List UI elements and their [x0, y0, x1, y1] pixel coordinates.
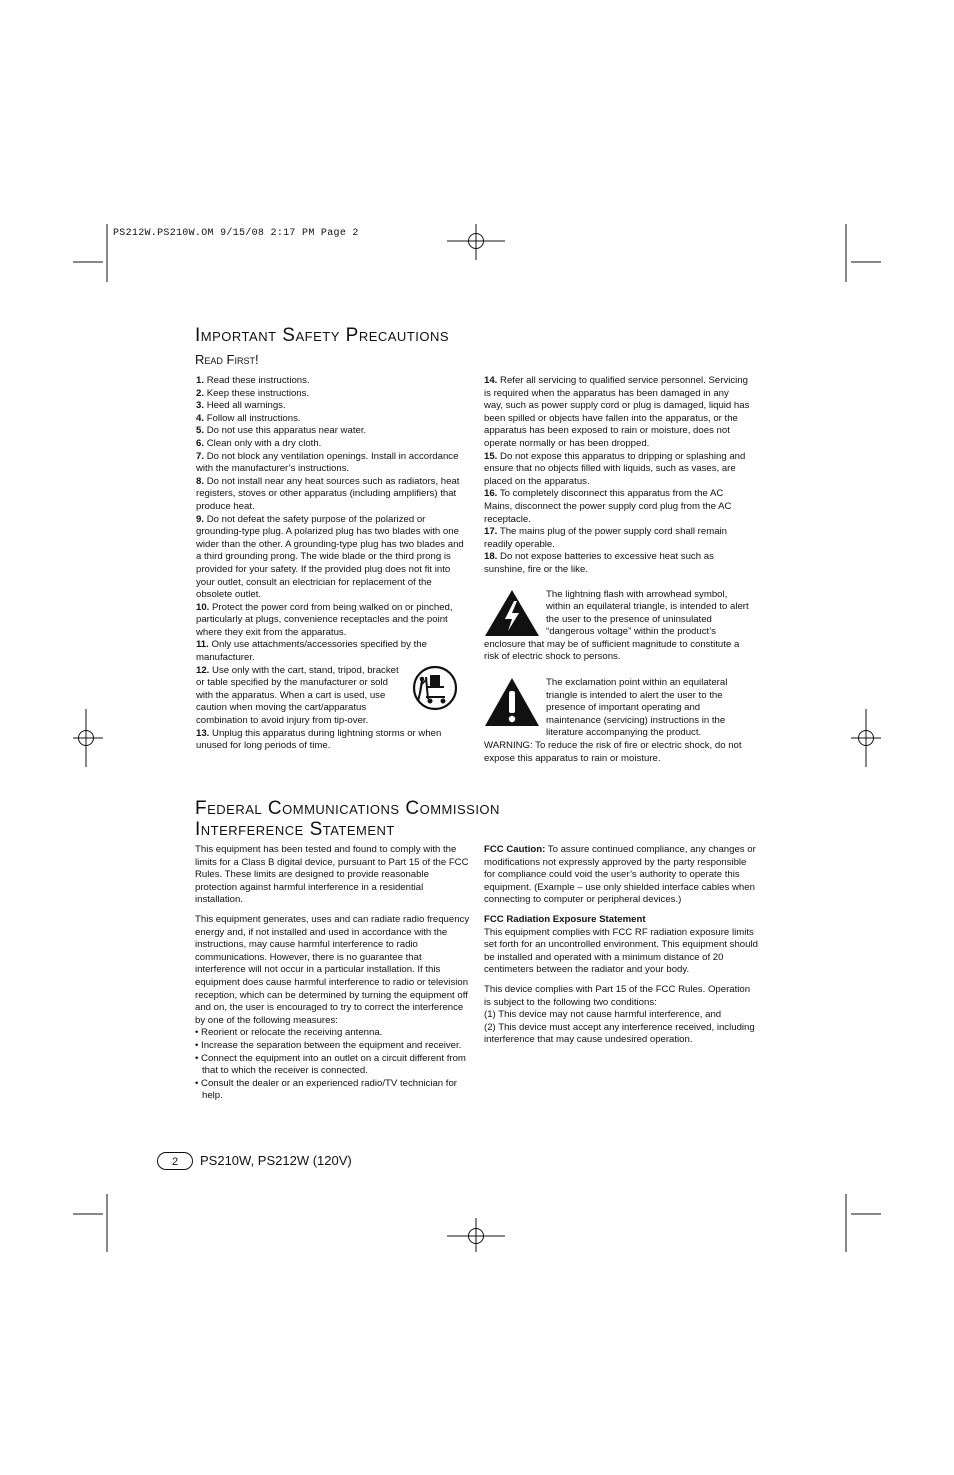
list-item: 7. Do not block any ventilation openings. Install in accordance with the manufacturer’s instructions. — [196, 450, 459, 475]
fcc-paragraph: This equipment generates, uses and can radiate radio frequency energy and, if not installed and used in accordance with the instructions, may cause harmful interference to radio communications. However, there is no guarantee that interference will not occur in a particular installation. If this equipment does cause harmful interference to radio or television reception, which can be determined by turning the equipment off and on, the user is encouraged to try to correct the interference by one of the following measures: — [195, 913, 470, 1026]
list-item: • Reorient or relocate the receiving antenna. — [195, 1027, 383, 1039]
list-item: 14. Refer all servicing to qualified service personnel. Servicing is required when the apparatus has been damaged in any way, such as power supply cord or plug is damaged, liquid has been spilled or objects have fallen into the apparatus, or the apparatus has been exposed to rain or moisture, does not operate normally or has been dropped. — [484, 375, 750, 449]
lightning-warning-icon — [484, 589, 540, 637]
list-item: 8. Do not install near any heat sources such as radiators, heat registers, stoves or other apparatus (including amplifiers) that produce heat. — [196, 475, 460, 512]
lightning-notice — [484, 589, 750, 665]
fcc-title — [195, 798, 500, 840]
page-number: 2 — [157, 1152, 193, 1170]
footer-model: PS210W, PS212W (120V) — [200, 1153, 352, 1168]
safety-subtitle: Read First! — [195, 352, 259, 367]
exclamation-description: The exclamation point within an equilateral triangle is intended to alert the user to the presence of important operating and maintenance (servicing) instructions in the literature accompanying the product. — [546, 677, 728, 739]
list-item: 18. Do not expose batteries to excessive heat such as sunshine, fire or the like. — [484, 551, 714, 575]
list-item: 10. Protect the power cord from being walked on or pinched, particularly at plugs, convenience receptacles and the point where they exit from the apparatus. — [196, 601, 453, 638]
fcc-caution: FCC Caution: To assure continued compliance, any changes or modifications not expressly approved by the party responsible for compliance could void the user’s authority to operate this equipment. (Example – use only shielded interface cables when connecting to computer or peripheral devices.) — [484, 844, 756, 906]
fcc-measures-list — [195, 1027, 470, 1103]
rf-exposure-title: FCC Radiation Exposure Statement — [484, 913, 646, 925]
list-item: 12. Use only with the cart, stand, tripod, bracket or table specified by the manufacturer or sold with the apparatus. When a cart is used, use caution when moving the cart/apparatus combination to avoid injury from tip-over. — [196, 664, 399, 727]
list-item: 3. Heed all warnings. — [196, 400, 286, 412]
list-item: • Connect the equipment into an outlet on a circuit different from that to which the receiver is connected. — [195, 1052, 466, 1077]
fcc-title-line2: Interference Statement — [195, 819, 395, 840]
cart-warning-item — [196, 665, 466, 728]
list-item: 4. Follow all instructions. — [196, 412, 301, 424]
list-item: 2. Keep these instructions. — [196, 387, 310, 399]
exclamation-warning-icon — [484, 677, 540, 727]
cart-tip-over-icon — [410, 665, 460, 711]
print-slug: PS212W.PS210W.OM 9/15/08 2:17 PM Page 2 — [113, 228, 359, 239]
list-item: 1. Read these instructions. — [196, 375, 310, 386]
list-item: • Consult the dealer or an experienced radio/TV technician for help. — [195, 1077, 458, 1102]
list-item: • Increase the separation between the equipment and receiver. — [195, 1039, 462, 1051]
part15-intro: This device complies with Part 15 of the FCC Rules. Operation is subject to the following two conditions: — [484, 983, 751, 1008]
fcc-paragraph: This equipment has been tested and found to comply with the limits for a Class B digital device, pursuant to Part 15 of the FCC Rules. These limits are designed to provide reasonable protection against harmful interference in a residential installation. — [195, 844, 469, 906]
fcc-title-line1: Federal Communications Commission — [195, 798, 500, 819]
warning-text: WARNING: To reduce the risk of fire or electric shock, do not expose this apparatus to rain or moisture. — [484, 740, 742, 764]
list-item: 13. Unplug this apparatus during lightning storms or when unused for long periods of time. — [196, 727, 442, 752]
list-item: 9. Do not defeat the safety purpose of the polarized or grounding-type plug. A polarized plug has two blades with one wider than the other. A grounding-type plug has two blades and a third grounding prong. The wide blade or the third prong is provided for your safety. If the provided plug does not fit into your outlet, consult an electrician for replacement of the obsolete outlet. — [196, 513, 464, 601]
rf-exposure-text: This equipment complies with FCC RF radiation exposure limits set forth for an uncontrolled environment. This equipment should be installed and operated with a minimum distance of 20 centimeters between the radiator and your body. — [484, 926, 758, 976]
lightning-description: The lightning flash with arrowhead symbol, within an equilateral triangle, is intended to alert the user to the presence of uninsulated “dangerous voltage” within the product’s enclosure that may be of sufficient magnitude to constitute a risk of electric shock to persons. — [484, 588, 749, 663]
list-item: 15. Do not expose this apparatus to dripping or splashing and ensure that no objects filled with liquids, such as vases, are placed on the apparatus. — [484, 450, 746, 487]
fcc-right-column — [484, 844, 758, 1047]
fcc-left-column — [195, 844, 470, 1103]
part15-condition: (1) This device may not cause harmful interference, and — [484, 1009, 722, 1021]
part15-condition: (2) This device must accept any interference received, including interference that may cause undesired operation. — [484, 1021, 755, 1046]
list-item: 16. To completely disconnect this apparatus from the AC Mains, disconnect the power supply cord plug from the AC receptacle. — [484, 488, 732, 525]
list-item: 5. Do not use this apparatus near water. — [196, 425, 367, 437]
safety-right-column — [484, 375, 750, 765]
list-item: 6. Clean only with a dry cloth. — [196, 437, 322, 449]
safety-left-column — [196, 375, 466, 753]
exclamation-notice — [484, 677, 750, 740]
list-item: 17. The mains plug of the power supply cord shall remain readily operable. — [484, 526, 728, 550]
safety-title: Important Safety Precautions — [195, 325, 450, 346]
list-item: 11. Only use attachments/accessories specified by the manufacturer. — [196, 639, 427, 664]
